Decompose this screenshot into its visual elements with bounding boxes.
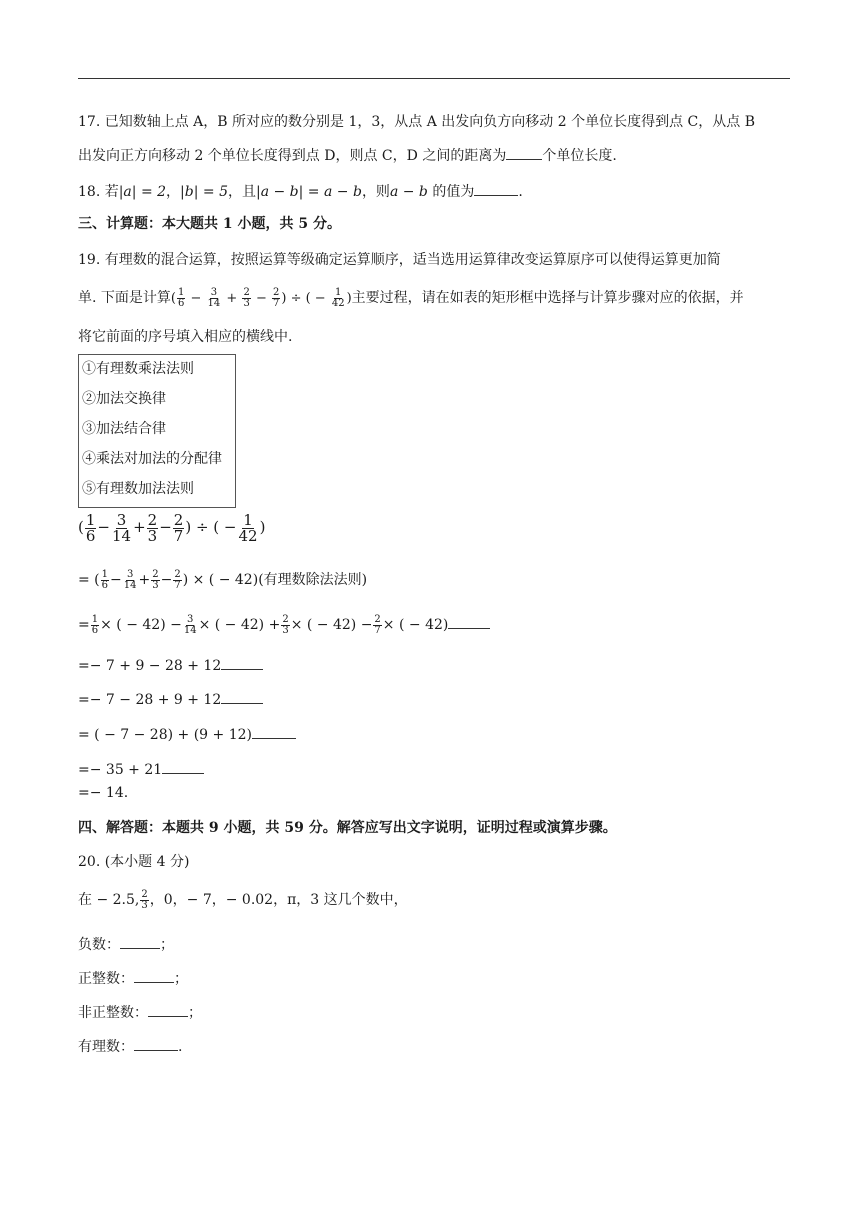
option-3: ③加法结合律 (82, 421, 166, 437)
frac-3-14-s2: $\frac{3}{14}$ (183, 613, 197, 636)
q20-header: 20. (本小题 4 分) (78, 854, 190, 870)
q20-intro (78, 886, 408, 914)
q19-step4 (78, 689, 263, 710)
rules-option-box (78, 354, 236, 508)
q19-step3-text: =− 7 + 9 − 28 + 12 (78, 658, 222, 674)
q19-step7: =− 14. (78, 785, 129, 801)
frac-3-14-s1: $\frac{3}{14}$ (123, 568, 137, 591)
q19-step1-note: (有理数除法法则) (258, 572, 368, 588)
section3-count: 1 (222, 216, 233, 232)
q20-rational-sep: . (178, 1039, 183, 1055)
frac-2-7-large: $\frac{2}{7}$ (173, 510, 184, 545)
q19-line3: 将它前面的序号填入相应的横线中. (78, 329, 293, 345)
q19-step2-blank[interactable] (448, 614, 490, 629)
q18-prefix: 18. 若 (78, 184, 119, 200)
option-4: ④乘法对加法的分配律 (82, 451, 222, 467)
option-1: ①有理数乘法法则 (82, 361, 194, 377)
section3-title-b: 小题，共 (232, 216, 299, 232)
option-5: ⑤有理数加法法则 (82, 481, 194, 497)
q19-step5-text: = ( − 7 − 28) + (9 + 12) (78, 727, 252, 743)
q19-line2-suffix: 主要过程，请在如表的矩形框中选择与计算步骤对应的依据，并 (351, 290, 744, 306)
frac-1-6-s2: $\frac{1}{6}$ (91, 613, 99, 636)
q20-negative (78, 934, 174, 955)
frac-2-7-s1: $\frac{2}{7}$ (174, 568, 181, 591)
q20-rational (78, 1036, 182, 1057)
section4-title-b: 小题，共 (218, 820, 285, 836)
positive-int-answer-blank[interactable] (134, 968, 174, 983)
q19-step6-blank[interactable] (162, 759, 204, 774)
q17-line2-text: 出发向正方向移动 2 个单位长度得到点 D，则点 C，D 之间的距离为 (78, 148, 507, 164)
q18-period: . (518, 184, 523, 200)
q17-answer-blank[interactable] (506, 145, 542, 160)
q19-step4-text: =− 7 − 28 + 9 + 12 (78, 692, 222, 708)
section4-title-c: 分。解答应写出文字说明，证明过程或演算步骤。 (303, 820, 617, 836)
q18-cond1: |a| = 2 (118, 184, 167, 200)
frac-1-6: $\frac{1}{6}$ (177, 287, 185, 309)
section4-count: 9 (208, 820, 219, 836)
q19-expression-inline: ( $\frac{1}{6}$ − $\frac{3}{14}$ + $\frac{2}{3}$ − $\frac{2}{7}$ ) ÷ ( − $\frac{1}{42}$ ) (170, 287, 352, 309)
q20-nonpositive-int (78, 1002, 202, 1023)
q19-line2-text: 单. 下面是计算 (78, 290, 171, 306)
section3-title-a: 三、计算题：本大题共 (78, 216, 223, 232)
q20-nonpositive-int-sep: ； (188, 1005, 202, 1021)
q19-step4-blank[interactable] (221, 689, 263, 704)
q18-sep2: ，且 (227, 184, 256, 200)
q17-line1: 17. 已知数轴上点 A，B 所对应的数分别是 1，3，从点 A 出发向负方向移动 2 个单位长度得到点 C，从点 B (78, 114, 755, 130)
frac-2-3-q20: $\frac{2}{3}$ (141, 888, 148, 911)
q19-step3-blank[interactable] (221, 655, 263, 670)
header-rule (78, 78, 790, 79)
negative-answer-blank[interactable] (120, 934, 160, 949)
frac-1-6-s1: $\frac{1}{6}$ (101, 568, 109, 591)
frac-2-3-s1: $\frac{2}{3}$ (152, 568, 159, 591)
section4-title (78, 818, 617, 838)
q19-step2: = $\frac{1}{6}$ × ( − 42) − $\frac{3}{14}$ × ( − 42) + $\frac{2}{3}$ × ( − 42) − $\frac{2}{7}$ × ( − 42) (78, 613, 490, 637)
q17-line2 (78, 145, 617, 166)
frac-2-7: $\frac{2}{7}$ (272, 287, 280, 309)
section4-score: 59 (284, 820, 304, 836)
frac-3-14-large: $\frac{3}{14}$ (111, 510, 132, 545)
q20-positive-int-sep: ； (174, 971, 188, 987)
q20-positive-int-label: 正整数： (78, 971, 134, 987)
frac-2-3-s2: $\frac{2}{3}$ (282, 613, 289, 636)
section4-title-a: 四、解答题：本题共 (78, 820, 209, 836)
q19-step1: = ( $\frac{1}{6}$ − $\frac{3}{14}$ + $\frac{2}{3}$ − $\frac{2}{7}$ ) × ( − 42)(有理数除法法则) (78, 568, 368, 591)
frac-1-42-large: $\frac{1}{42}$ (238, 510, 258, 545)
section3-title (78, 214, 341, 234)
q19-step5 (78, 724, 296, 745)
q18-answer-blank[interactable] (474, 181, 518, 196)
frac-1-6-large: $\frac{1}{6}$ (85, 510, 96, 545)
q20-rational-label: 有理数： (78, 1039, 134, 1055)
option-2: ②加法交换律 (82, 391, 166, 407)
q20-positive-int (78, 968, 188, 989)
q18-cond3: |a − b| = a − b (255, 184, 362, 200)
q19-line1: 19. 有理数的混合运算，按照运算等级确定运算顺序，适当选用运算律改变运算原序可以使得运算更加简 (78, 252, 721, 268)
q20-negative-label: 负数： (78, 937, 120, 953)
q18-expr: a − b (389, 184, 428, 200)
section3-score: 5 (298, 216, 309, 232)
q18-sep1: ， (166, 184, 181, 200)
q19-line2 (78, 288, 744, 309)
q20-intro-pre: 在 − 2.5, (78, 892, 140, 908)
frac-2-3-large: $\frac{2}{3}$ (147, 510, 158, 545)
q19-step3 (78, 655, 263, 676)
q19-step5-blank[interactable] (252, 724, 296, 739)
frac-1-42: $\frac{1}{42}$ (331, 287, 345, 309)
q18-line (78, 181, 523, 202)
q20-intro-post: ，0，− 7，− 0.02，π，3 这几个数中， (149, 892, 408, 908)
frac-3-14: $\frac{3}{14}$ (207, 287, 221, 309)
q20-nonpositive-int-label: 非正整数： (78, 1005, 148, 1021)
nonpositive-int-answer-blank[interactable] (148, 1002, 188, 1017)
q19-step6-text: =− 35 + 21 (78, 762, 163, 778)
q17-line2-suffix: 个单位长度. (542, 148, 617, 164)
q18-sep3: ，则 (361, 184, 390, 200)
q20-negative-sep: ； (160, 937, 174, 953)
q18-suffix: 的值为 (427, 184, 475, 200)
q19-step0: ( $\frac{1}{6}$ − $\frac{3}{14}$ + $\frac{2}{3}$ − $\frac{2}{7}$ ) ÷ ( − $\frac{1}{42}$ ) (78, 510, 266, 545)
q18-cond2: |b| = 5 (180, 184, 228, 200)
frac-2-3: $\frac{2}{3}$ (243, 287, 250, 309)
frac-2-7-s2: $\frac{2}{7}$ (374, 613, 381, 636)
rational-answer-blank[interactable] (134, 1036, 178, 1051)
q19-step6 (78, 759, 204, 780)
section3-title-c: 分。 (308, 216, 341, 232)
